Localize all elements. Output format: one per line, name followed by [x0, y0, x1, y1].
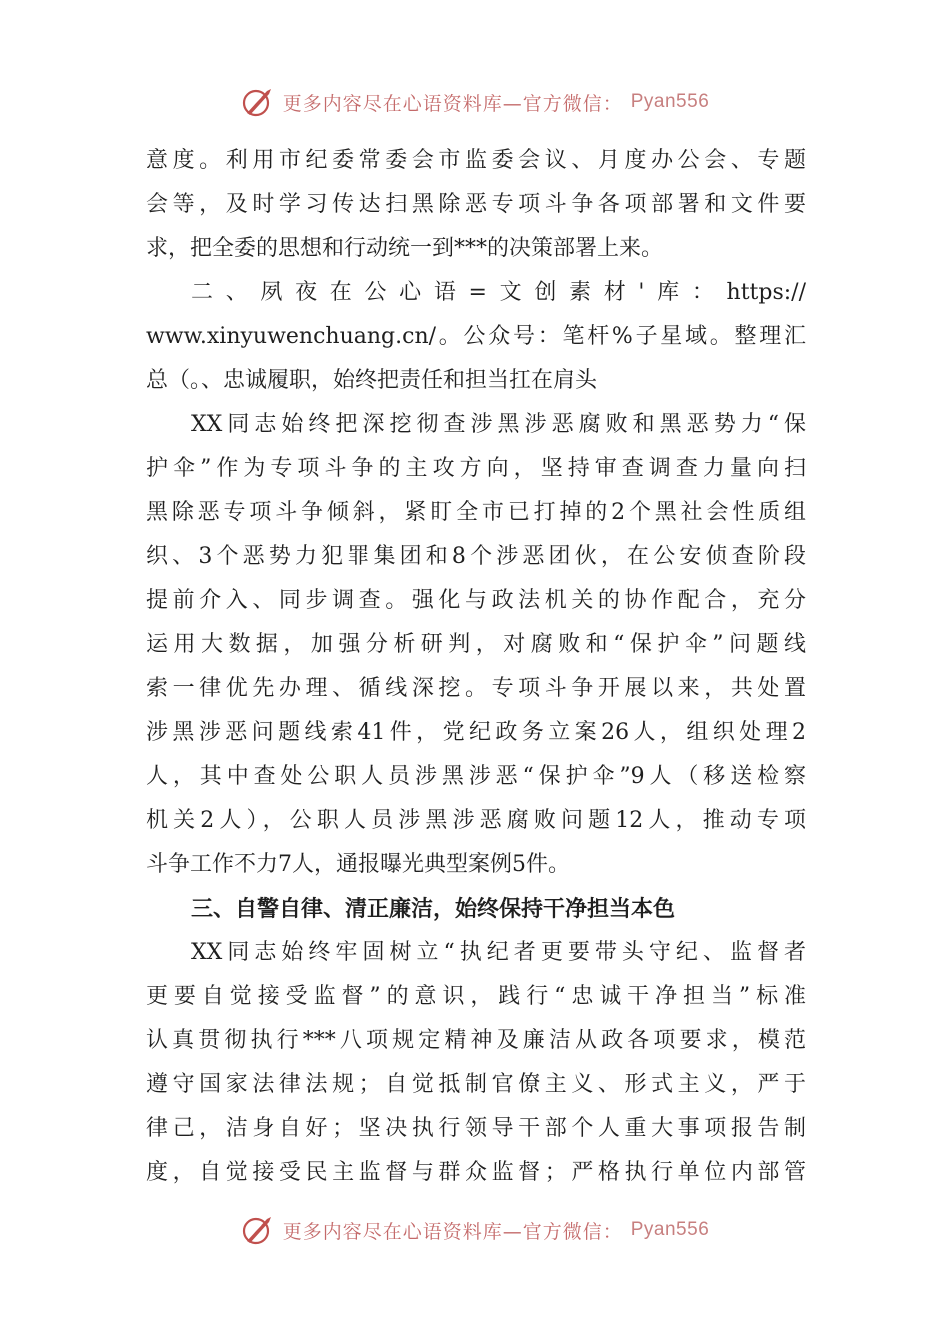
watermark-wechat-id: Pyan556: [630, 1219, 710, 1240]
text-line: 人，其中查处公职人员涉黑涉恶“保护伞”9人（移送检察: [146, 764, 806, 789]
text-line: 护伞”作为专项斗争的主攻方向，坚持审查调查力量向扫: [146, 456, 806, 481]
text-line: 织、3个恶势力犯罪集团和8个涉恶团伙，在公安侦查阶段: [146, 544, 806, 569]
text-line: XX同志始终牢固树立“执纪者更要带头守纪、监督者: [191, 940, 806, 965]
text-line: 斗争工作不力7人，通报曝光典型案例5件。: [146, 852, 570, 877]
text-line: 求，把全委的思想和行动统一到***的决策部署上来。: [146, 236, 664, 261]
text-line: 会等，及时学习传达扫黑除恶专项斗争各项部署和文件要: [146, 192, 806, 217]
text-line: 运用大数据，加强分析研判，对腐败和“保护伞”问题线: [146, 632, 806, 657]
text-line: XX同志始终把深挖彻查涉黑涉恶腐败和黑恶势力“保: [191, 412, 806, 437]
section-heading-line: www.xinyuwenchuang.cn/。公众号：笔杆%子星域。整理汇: [146, 324, 806, 349]
text-line: 度，自觉接受民主监督与群众监督；严格执行单位内部管: [146, 1160, 806, 1185]
watermark-text: 更多内容尽在心语资料库—官方微信：: [282, 1220, 623, 1243]
text-line: 黑除恶专项斗争倾斜，紧盯全市已打掉的2个黑社会性质组: [146, 500, 806, 525]
section-heading: 三、自警自律、清正廉洁，始终保持干净担当本色: [191, 896, 676, 922]
quill-logo-icon: [241, 85, 275, 119]
quill-logo-icon: [241, 1213, 275, 1247]
text-line: 索一律优先办理、循线深挖。专项斗争开展以来，共处置: [146, 676, 806, 701]
text-line: 认真贯彻执行***八项规定精神及廉洁从政各项要求，模范: [146, 1028, 806, 1053]
text-line: 提前介入、同步调查。强化与政法机关的协作配合，充分: [146, 588, 806, 613]
watermark-text: 更多内容尽在心语资料库—官方微信：: [282, 92, 623, 115]
watermark-wechat-id: Pyan556: [630, 91, 710, 112]
footer-watermark: [0, 1212, 950, 1248]
document-body: [146, 139, 806, 1195]
header-watermark: [0, 84, 950, 120]
section-heading-line: 二、夙夜在公心语=文创素材'库：https://: [191, 280, 806, 305]
section-heading-line: 总（。、忠诚履职，始终把责任和担当扛在肩头: [146, 368, 598, 393]
text-line: 更要自觉接受监督”的意识，践行“忠诚干净担当”标准: [146, 984, 806, 1009]
text-line: 机关2人），公职人员涉黑涉恶腐败问题12人，推动专项: [146, 808, 806, 833]
text-line: 遵守国家法律法规；自觉抵制官僚主义、形式主义，严于: [146, 1072, 806, 1097]
text-line: 意度。利用市纪委常委会市监委会议、月度办公会、专题: [146, 148, 806, 173]
text-line: 涉黑涉恶问题线索41件，党纪政务立案26人，组织处理2: [146, 720, 806, 745]
text-line: 律己，洁身自好；坚决执行领导干部个人重大事项报告制: [146, 1116, 806, 1141]
